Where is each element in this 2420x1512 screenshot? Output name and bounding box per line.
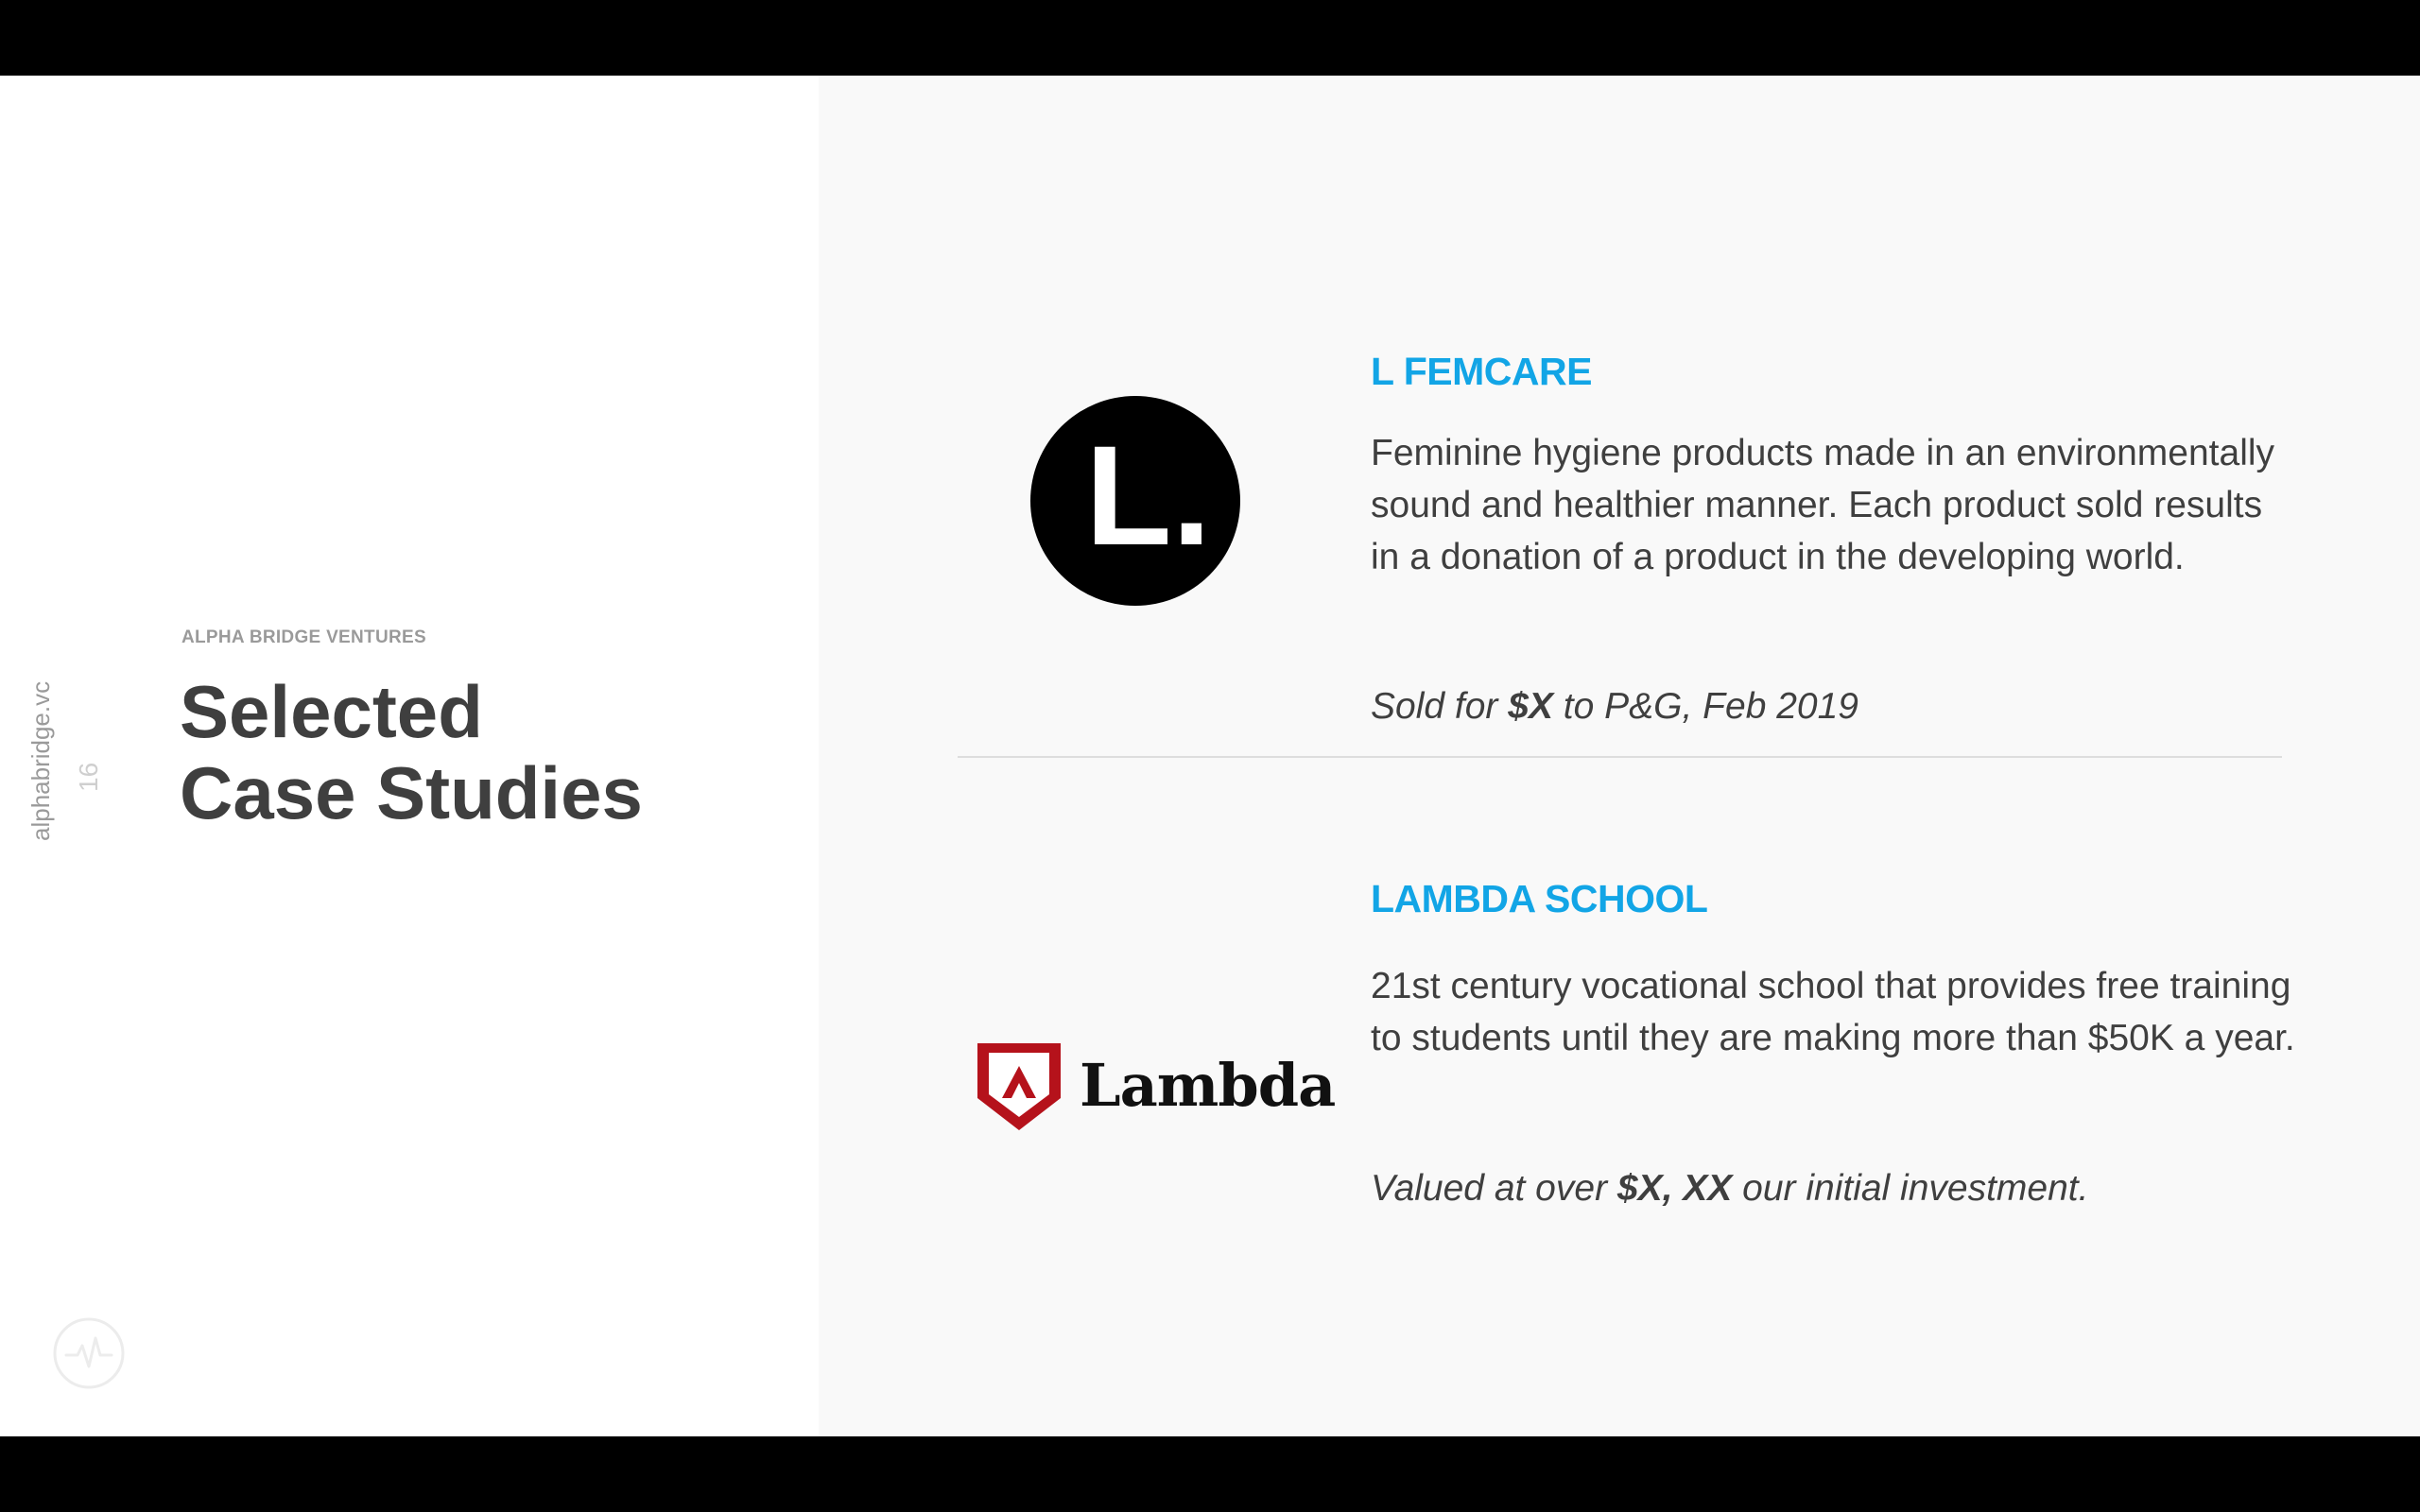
note-pre: Valued at over: [1371, 1168, 1617, 1209]
letterbox-bottom: [0, 1436, 2420, 1512]
side-url[interactable]: alphabridge.vc: [26, 680, 55, 841]
page-title: [180, 671, 643, 833]
letterbox-top: [0, 0, 2420, 76]
note-pre: Sold for: [1371, 686, 1509, 727]
l-femcare-logo: [1030, 396, 1240, 606]
note-bold: $X, XX: [1616, 1168, 1733, 1209]
lambda-shield-icon: [974, 1040, 1064, 1134]
case-title-l-femcare: L FEMCARE: [1371, 350, 1592, 393]
divider: [958, 756, 2282, 758]
note-post: to P&G, Feb 2019: [1552, 686, 1858, 727]
title-line-1: Selected: [180, 670, 483, 753]
lambda-logo: [974, 1040, 1336, 1134]
alpha-bridge-logo-icon: [53, 1317, 125, 1389]
case-description-lambda-school: 21st century vocational school that provides free training to students until they are making more than $50K a year.: [1371, 966, 2295, 1058]
lambda-wordmark: Lambda: [1080, 1051, 1336, 1120]
left-panel: [0, 76, 819, 1436]
note-bold: $X: [1508, 686, 1553, 727]
case-note-lambda-school: [1371, 1168, 2088, 1210]
case-note-l-femcare: [1371, 686, 1858, 728]
case-description-l-femcare: Feminine hygiene products made in an environmentally sound and healthier manner. Each product sold results in a donation of a product in the developing world.: [1371, 433, 2275, 577]
case-title-lambda-school: LAMBDA SCHOOL: [1371, 877, 1708, 920]
note-post: our initial investment.: [1732, 1168, 2089, 1209]
title-line-2: Case Studies: [180, 751, 643, 834]
page-number: 16: [74, 762, 103, 792]
l-logo-text: L.: [1085, 416, 1212, 575]
eyebrow-label: ALPHA BRIDGE VENTURES: [182, 627, 426, 647]
